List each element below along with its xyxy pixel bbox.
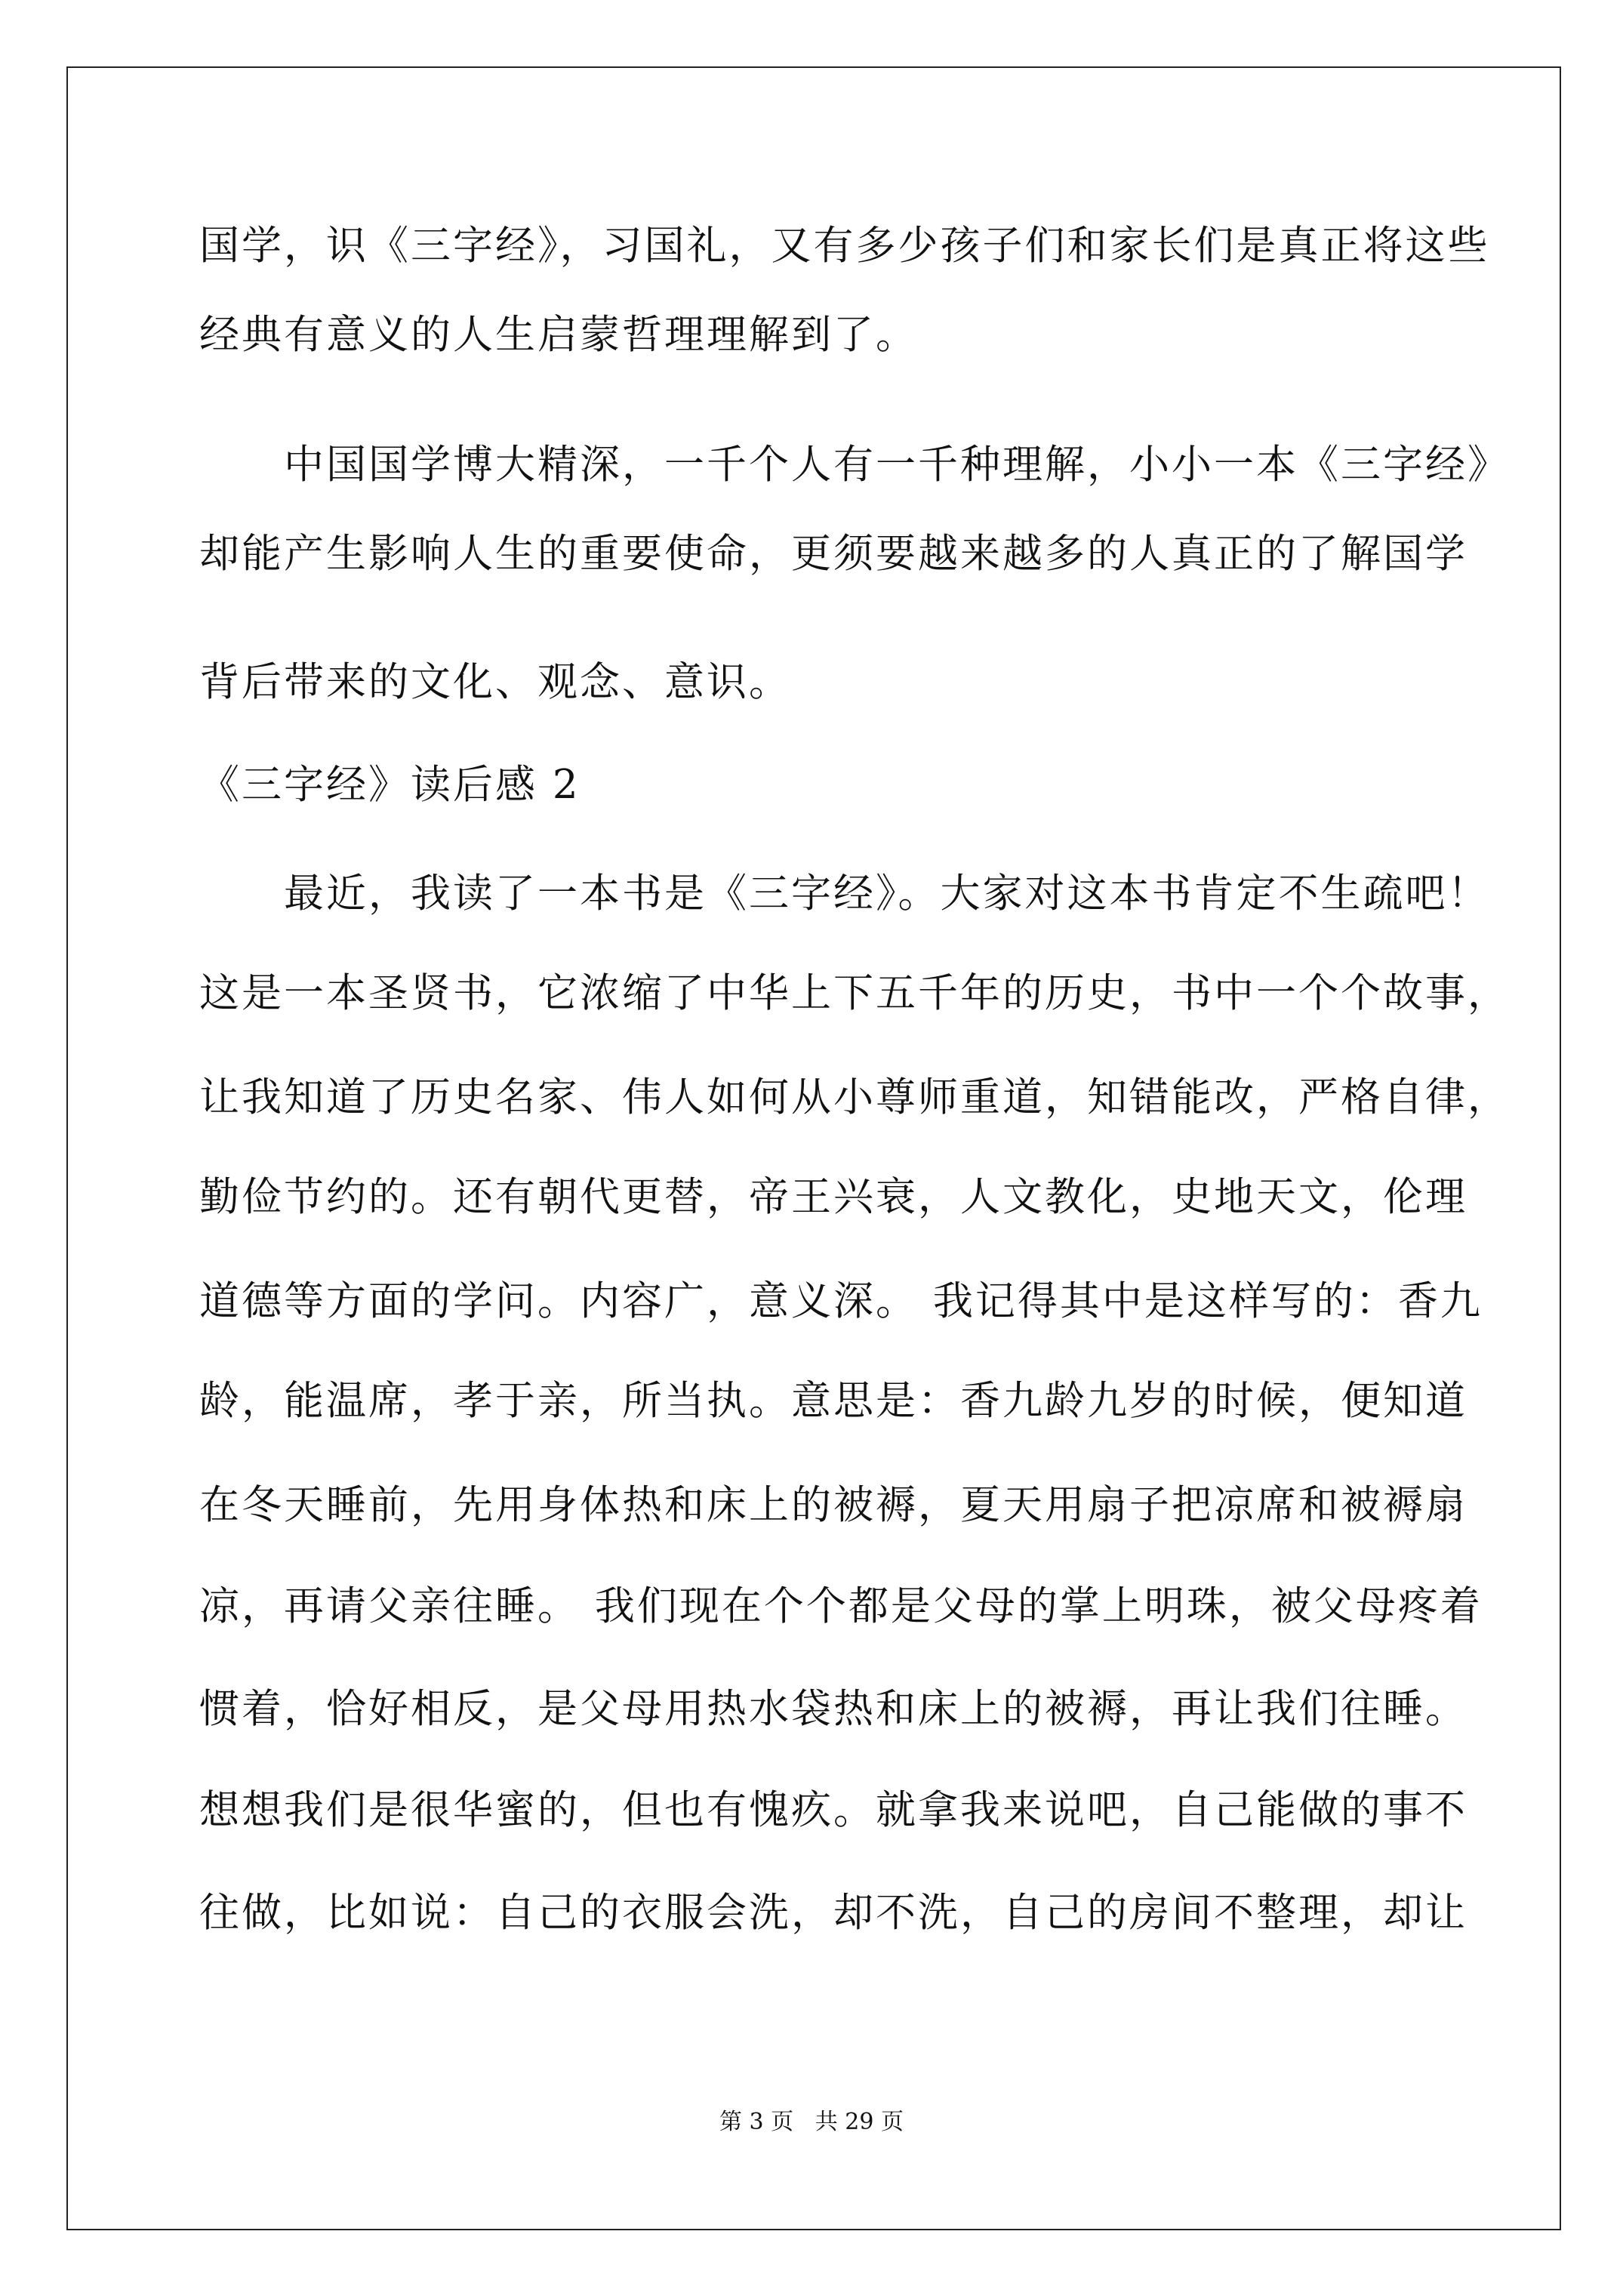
text-line: 让我知道了历史名家、伟人如何从小尊师重道，知错能改，严格自律， [199, 1074, 1510, 1120]
section-heading: 《三字经》读后感 2 [199, 762, 581, 808]
text-line: 最近，我读了一本书是《三字经》。大家对这本书肯定不生疏吧！ [284, 871, 1490, 917]
text-line: 道德等方面的学问。内容广，意义深。 我记得其中是这样写的：香九 [199, 1278, 1483, 1324]
text-line: 经典有意义的人生启蒙哲理理解到了。 [199, 312, 918, 358]
text-line: 却能产生影响人生的重要使命，更须要越来越多的人真正的了解国学 [199, 531, 1467, 577]
text-line: 惯着，恰好相反，是父母用热水袋热和床上的被褥，再让我们往睡。 [199, 1686, 1467, 1732]
text-line: 在冬天睡前，先用身体热和床上的被褥，夏天用扇子把凉席和被褥扇 [199, 1482, 1467, 1528]
text-line: 龄，能温席，孝于亲，所当执。意思是：香九龄九岁的时候，便知道 [199, 1378, 1467, 1424]
text-line: 这是一本圣贤书，它浓缩了中华上下五千年的历史，书中一个个故事， [199, 970, 1510, 1016]
text-line: 凉，再请父亲往睡。 我们现在个个都是父母的掌上明珠，被父母疼着 [199, 1583, 1483, 1629]
text-line: 想想我们是很华蜜的，但也有愧疚。就拿我来说吧，自己能做的事不 [199, 1787, 1467, 1833]
text-line: 国学，识《三字经》，习国礼，又有多少孩子们和家长们是真正将这些 [199, 223, 1490, 269]
page-number-indicator: 第 3 页 共 29 页 [719, 2109, 904, 2135]
text-line: 背后带来的文化、观念、意识。 [199, 659, 791, 705]
text-line: 勤俭节约的。还有朝代更替，帝王兴衰，人文教化，史地天文，伦理 [199, 1174, 1467, 1220]
text-line: 中国国学博大精深，一千个人有一千种理解，小小一本《三字经》 [284, 442, 1510, 488]
text-line: 往做，比如说：自己的衣服会洗，却不洗，自己的房间不整理，却让 [199, 1890, 1467, 1936]
